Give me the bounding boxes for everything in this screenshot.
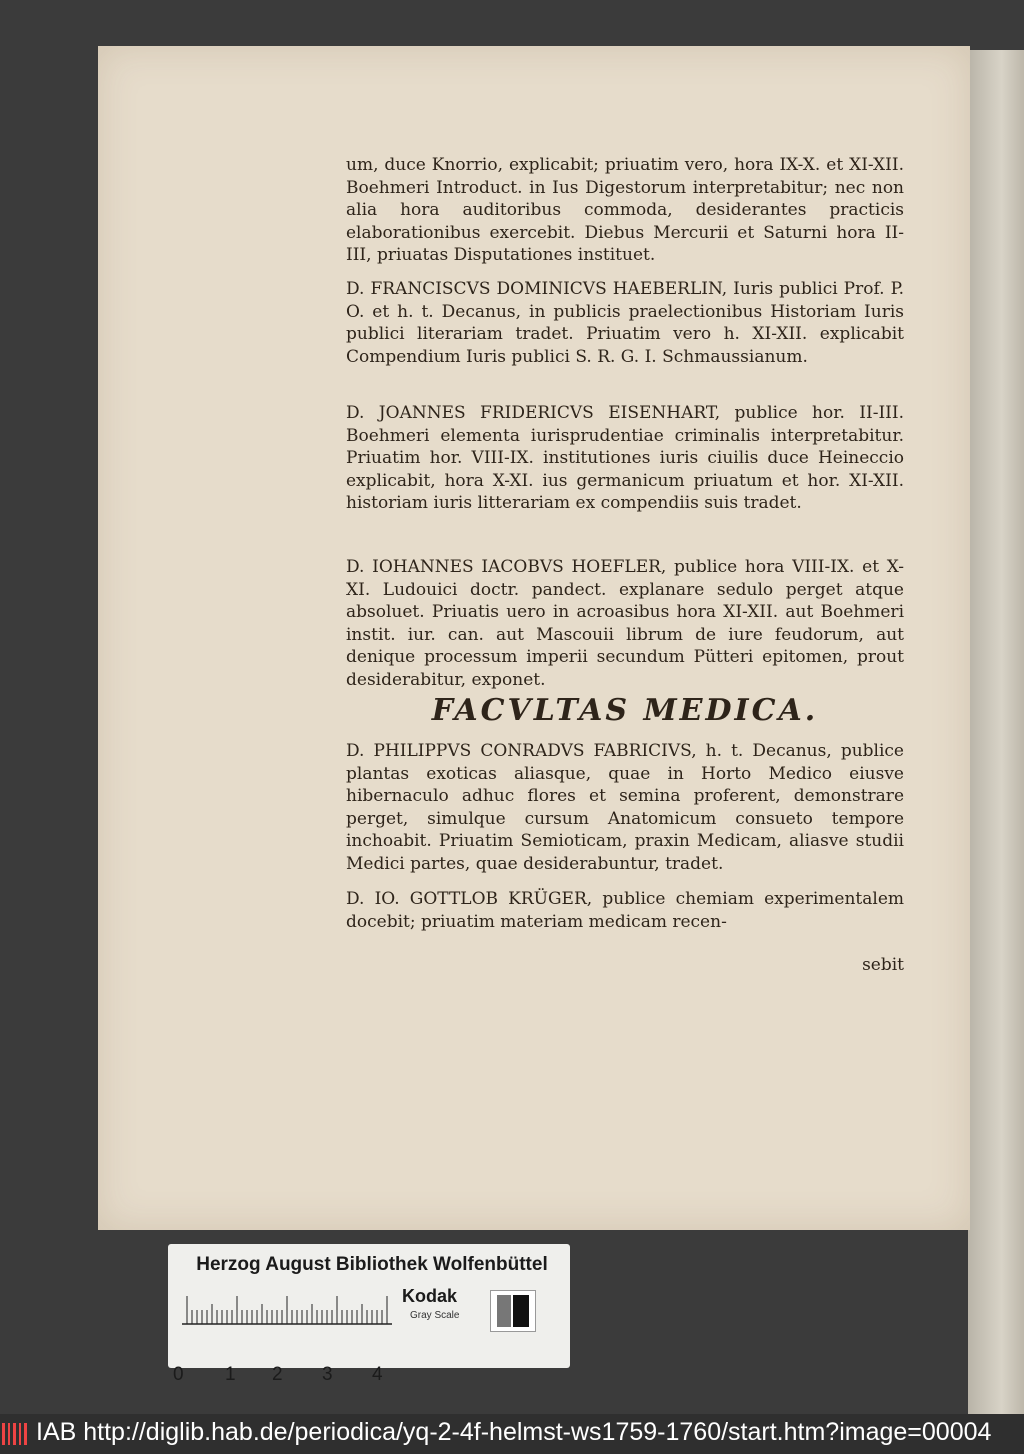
section-heading: FACVLTAS MEDICA.	[431, 693, 819, 728]
url-address[interactable]: http://diglib.hab.de/periodica/yq-2-4f-helmst-ws1759-1760/start.htm?image=00004	[83, 1418, 992, 1446]
paragraph-krueger: D. IO. GOTTLOB KRÜGER, publice chemiam experimentalem docebit; priuatim materiam medicam recen-	[346, 889, 904, 932]
barcode-icon	[0, 1421, 34, 1447]
gray-swatch	[490, 1290, 536, 1332]
ruler-number: 3	[322, 1364, 333, 1385]
ruler-scale	[182, 1290, 402, 1326]
paragraph-fabricius: D. PHILIPPVS CONRADVS FABRICIVS, h. t. Decanus, publice plantas exoticas aliasque, quae in Horto Medico eiusve hibernaculo adhuc flores et semina proferent, demonstrare perget, simulque cursum Anatomicum consueto tempore inchoabit. Priuatim Semioticam, praxin Medicam, aliasve studii Medici partes, quae desiderabuntur, tradet.	[346, 741, 904, 874]
ruler-number: 1	[225, 1364, 236, 1385]
gray-scale-label: Gray Scale	[410, 1310, 460, 1321]
paragraph-knorrio: um, duce Knorrio, explicabit; priuatim vero, hora IX-X. et XI-XII. Boehmeri Introduct. in Ius Digestorum interpretabitur; nec non alia hora auditoribus commoda, desiderantes practicis elaborationibus exercebit. Diebus Mercurii et Saturni hora II-III, priuatas Disputationes instituet.	[346, 155, 904, 265]
paragraph-haeberlin: D. FRANCISCVS DOMINICVS HAEBERLIN, Iuris publici Prof. P. O. et h. t. Decanus, in publicis praelectionibus Historiam Iuris publici literariam tradet. Priuatim vero h. XI-XII. explicabit Compendium Iuris publici S. R. G. I. Schmaussianum.	[346, 279, 904, 367]
url-prefix: IAB	[36, 1418, 77, 1446]
ruler-number: 0	[173, 1364, 184, 1385]
library-title: Herzog August Bibliothek Wolfenbüttel	[196, 1254, 548, 1275]
source-url[interactable]	[36, 1418, 991, 1447]
paragraph-eisenhart: D. JOANNES FRIDERICVS EISENHART, publice hor. II-III. Boehmeri elementa iurisprudentiae criminalis interpretabitur. Priuatim hor. VIII-IX. institutiones iuris ciuilis duce Heineccio explicabit, hora X-XI. ius germanicum priuatum et hor. XI-XII. historiam iuris litterariam ex compendiis suis tradet.	[346, 403, 904, 513]
document-page	[98, 46, 970, 1230]
adjacent-page-edge	[968, 50, 1024, 1430]
gray-swatch-dark	[513, 1295, 529, 1327]
ruler-number: 4	[372, 1364, 383, 1385]
gray-swatch-mid	[497, 1295, 511, 1327]
kodak-brand: Kodak	[402, 1286, 458, 1306]
paragraph-hoefler: D. IOHANNES IACOBVS HOEFLER, publice hora VIII-IX. et X-XI. Ludouici doctr. pandect. explanare sedulo perget atque absoluet. Priuatis uero in acroasibus hora XI-XII. aut Boehmeri instit. iur. can. aut Mascouii librum de iure feudorum, aut denique processum imperii secundum Pütteri epitomen, prout desiderabitur, exponet.	[346, 557, 904, 690]
ruler-number: 2	[272, 1364, 283, 1385]
catchword: sebit	[862, 955, 904, 975]
